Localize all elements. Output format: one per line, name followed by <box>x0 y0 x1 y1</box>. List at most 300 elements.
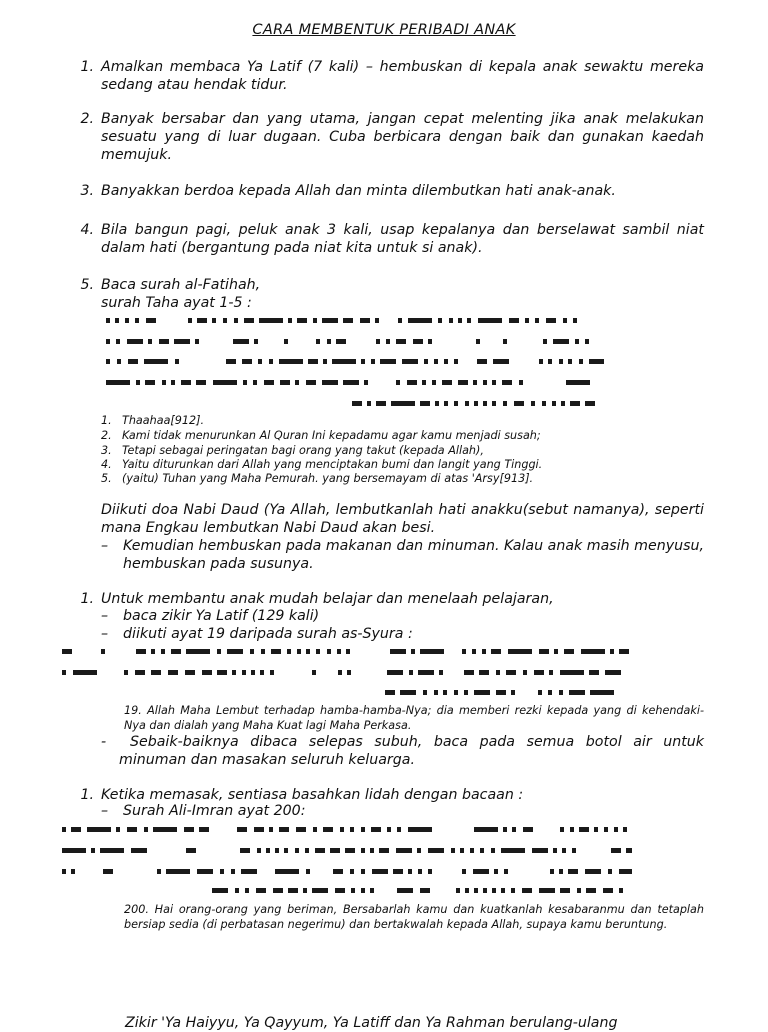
arabic-glyph-mark <box>315 848 325 853</box>
arabic-glyph-mark <box>570 401 580 406</box>
arabic-glyph-row <box>62 848 632 854</box>
arabic-glyph-mark <box>585 401 595 406</box>
arabic-glyph-mark <box>350 827 354 832</box>
arabic-glyph-mark <box>610 649 614 654</box>
arabic-glyph-mark <box>197 869 213 874</box>
arabic-glyph-mark <box>464 690 468 695</box>
list-item-text: Ketika memasak, sentiasa basahkan lidah dengan bacaan : <box>101 787 524 803</box>
arabic-glyph-mark <box>559 690 563 695</box>
arabic-glyph-mark <box>614 827 618 832</box>
list-number: 5. <box>80 277 94 293</box>
arabic-glyph-mark <box>257 848 261 853</box>
arabic-glyph-mark <box>454 690 458 695</box>
arabic-glyph-mark <box>144 359 168 364</box>
footnote-text: Yaitu diturunkan dari Allah yang menciptakan bumi dan langit yang Tinggi. <box>122 458 543 471</box>
arabic-glyph-mark <box>371 359 375 364</box>
arabic-glyph-mark <box>503 827 507 832</box>
footnote-text: 19. Allah Maha Lembut terhadap hamba-hamba-Nya; dia memberi rezki kepada yang di kehendaki-Nya dan dialah yang Maha Kuat lagi Maha Perkasa. <box>124 704 704 732</box>
arabic-glyph-mark <box>428 339 432 344</box>
arabic-glyph-mark <box>184 827 194 832</box>
arabic-glyph-mark <box>106 380 130 385</box>
arabic-glyph-mark <box>492 380 496 385</box>
arabic-glyph-mark <box>62 649 72 654</box>
arabic-glyph-mark <box>380 359 396 364</box>
arabic-glyph-mark <box>577 888 581 893</box>
arabic-glyph-mark <box>256 888 266 893</box>
arabic-glyph-mark <box>250 649 254 654</box>
arabic-glyph-mark <box>492 888 496 893</box>
arabic-glyph-mark <box>519 380 523 385</box>
arabic-glyph-row <box>352 401 598 407</box>
arabic-glyph-mark <box>128 359 138 364</box>
arabic-glyph-mark <box>242 670 246 675</box>
arabic-glyph-mark <box>361 869 365 874</box>
arabic-glyph-mark <box>375 318 379 323</box>
arabic-glyph-mark <box>422 380 426 385</box>
arabic-glyph-mark <box>418 670 434 675</box>
arabic-glyph-mark <box>115 318 119 323</box>
arabic-glyph-mark <box>251 670 255 675</box>
arabic-glyph-mark <box>434 359 438 364</box>
arabic-glyph-mark <box>288 318 292 323</box>
list-item-text: Bila bangun pagi, peluk anak 3 kali, usap kepalanya dan berselawat sambil niat dalam hati (bergantung pada niat kita untuk si anak). <box>101 222 704 256</box>
arabic-glyph-mark <box>390 649 406 654</box>
arabic-glyph-mark <box>372 869 388 874</box>
list-number: 4. <box>80 222 94 238</box>
arabic-glyph-mark <box>502 380 512 385</box>
arabic-glyph-mark <box>479 670 489 675</box>
arabic-glyph-mark <box>376 339 380 344</box>
arabic-glyph-mark <box>275 848 279 853</box>
arabic-glyph-mark <box>492 401 496 406</box>
arabic-glyph-mark <box>400 690 416 695</box>
arabic-glyph-mark <box>166 869 190 874</box>
arabic-glyph-mark <box>523 827 533 832</box>
arabic-glyph-mark <box>258 359 262 364</box>
arabic-glyph-mark <box>604 827 608 832</box>
footnote-text: Thaahaa[912]. <box>122 414 205 427</box>
arabic-glyph-mark <box>473 380 477 385</box>
arabic-glyph-mark <box>296 827 306 832</box>
arabic-glyph-mark <box>226 359 236 364</box>
arabic-glyph-mark <box>235 888 239 893</box>
list-item-text: Baca surah al-Fatihah, <box>101 277 261 293</box>
arabic-glyph-mark <box>136 380 140 385</box>
cut-off-line: Zikir 'Ya Haiyyu, Ya Qayyum, Ya Latiff dan Ya Rahman berulang-ulang <box>125 1015 618 1031</box>
footnote-number: 3. <box>101 444 112 457</box>
arabic-glyph-mark <box>385 690 395 695</box>
arabic-glyph-mark <box>420 649 444 654</box>
arabic-glyph-mark <box>548 359 552 364</box>
arabic-glyph-mark <box>253 380 257 385</box>
arabic-glyph-mark <box>444 401 448 406</box>
arabic-glyph-mark <box>509 318 519 323</box>
arabic-glyph-mark <box>407 380 417 385</box>
arabic-glyph-mark <box>327 339 331 344</box>
arabic-glyph-mark <box>352 401 362 406</box>
arabic-glyph-mark <box>474 827 498 832</box>
arabic-glyph-mark <box>103 869 113 874</box>
arabic-glyph-mark <box>284 848 288 853</box>
arabic-glyph-mark <box>305 848 309 853</box>
arabic-glyph-mark <box>460 848 464 853</box>
arabic-glyph-mark <box>474 690 490 695</box>
arabic-glyph-mark <box>151 670 161 675</box>
arabic-glyph-mark <box>346 649 350 654</box>
arabic-glyph-mark <box>254 339 258 344</box>
arabic-glyph-mark <box>585 339 589 344</box>
arabic-glyph-mark <box>572 848 576 853</box>
arabic-glyph-mark <box>462 869 466 874</box>
list-number: 1. <box>80 787 94 803</box>
arabic-glyph-mark <box>391 401 415 406</box>
arabic-glyph-mark <box>473 869 489 874</box>
arabic-glyph-mark <box>106 318 110 323</box>
arabic-glyph-mark <box>145 380 155 385</box>
arabic-glyph-mark <box>279 827 289 832</box>
arabic-glyph-mark <box>340 827 344 832</box>
arabic-glyph-mark <box>144 827 148 832</box>
arabic-glyph-mark <box>288 888 298 893</box>
arabic-glyph-mark <box>548 690 552 695</box>
arabic-glyph-mark <box>212 888 228 893</box>
arabic-glyph-mark <box>185 670 195 675</box>
arabic-glyph-mark <box>511 888 515 893</box>
arabic-glyph-mark <box>568 359 572 364</box>
arabic-glyph-mark <box>287 649 291 654</box>
arabic-glyph-mark <box>254 827 264 832</box>
arabic-glyph-mark <box>135 318 139 323</box>
arabic-glyph-mark <box>522 888 532 893</box>
arabic-glyph-mark <box>408 318 432 323</box>
arabic-glyph-mark <box>73 670 97 675</box>
arabic-glyph-mark <box>223 318 227 323</box>
arabic-glyph-mark <box>62 827 66 832</box>
arabic-glyph-mark <box>322 380 338 385</box>
list-item-text: Banyak bersabar dan yang utama, jangan cepat melenting jika anak melakukan sesuatu yang di luar dugaan. Cuba berbicara dengan baik dan gunakan kaedah memujuk. <box>101 111 704 163</box>
arabic-glyph-mark <box>312 670 316 675</box>
arabic-glyph-mark <box>284 339 288 344</box>
arabic-glyph-mark <box>560 827 564 832</box>
arabic-glyph-mark <box>336 339 346 344</box>
arabic-glyph-mark <box>243 380 247 385</box>
arabic-glyph-mark <box>417 848 421 853</box>
arabic-glyph-mark <box>465 401 469 406</box>
arabic-glyph-mark <box>494 869 498 874</box>
arabic-glyph-mark <box>303 888 307 893</box>
arabic-glyph-mark <box>564 649 574 654</box>
arabic-glyph-mark <box>333 869 343 874</box>
arabic-glyph-mark <box>569 690 585 695</box>
arabic-glyph-mark <box>101 649 105 654</box>
arabic-glyph-mark <box>432 380 436 385</box>
arabic-glyph-mark <box>444 359 448 364</box>
arabic-glyph-mark <box>330 848 340 853</box>
arabic-glyph-mark <box>242 359 252 364</box>
arabic-glyph-mark <box>568 869 578 874</box>
arabic-glyph-mark <box>345 848 355 853</box>
arabic-glyph-mark <box>316 339 320 344</box>
arabic-glyph-mark <box>428 869 432 874</box>
arabic-glyph-mark <box>188 318 192 323</box>
bullet-dash: – <box>101 538 109 554</box>
arabic-glyph-mark <box>279 359 303 364</box>
arabic-glyph-mark <box>439 670 443 675</box>
arabic-glyph-mark <box>491 848 495 853</box>
arabic-glyph-mark <box>186 649 210 654</box>
arabic-glyph-mark <box>270 670 274 675</box>
arabic-glyph-mark <box>327 649 331 654</box>
arabic-glyph-mark <box>266 848 270 853</box>
arabic-glyph-mark <box>619 649 629 654</box>
arabic-glyph-mark <box>106 359 110 364</box>
arabic-glyph-mark <box>464 670 474 675</box>
arabic-glyph-mark <box>337 649 341 654</box>
arabic-glyph-mark <box>91 848 95 853</box>
footnote-number: 1. <box>101 414 112 427</box>
arabic-glyph-mark <box>506 670 516 675</box>
list-item-text: Amalkan membaca Ya Latif (7 kali) – hembuskan di kepala anak sewaktu mereka sedang atau hendak tidur. <box>101 59 704 93</box>
arabic-glyph-mark <box>393 869 403 874</box>
arabic-glyph-mark <box>199 827 209 832</box>
list-number: 1. <box>80 59 94 75</box>
arabic-glyph-mark <box>116 827 120 832</box>
arabic-glyph-row <box>106 318 598 324</box>
arabic-glyph-mark <box>361 888 365 893</box>
arabic-glyph-mark <box>396 380 400 385</box>
bullet-text: diikuti ayat 19 daripada surah as-Syura : <box>123 626 413 642</box>
arabic-glyph-mark <box>237 827 247 832</box>
arabic-glyph-mark <box>62 869 66 874</box>
arabic-glyph-mark <box>100 848 124 853</box>
arabic-glyph-mark <box>297 318 307 323</box>
arabic-glyph-mark <box>438 318 442 323</box>
arabic-glyph-mark <box>351 888 355 893</box>
arabic-glyph-mark <box>449 318 453 323</box>
arabic-glyph-mark <box>174 339 190 344</box>
list-item-text: Banyakkan berdoa kepada Allah dan minta dilembutkan hati anak-anak. <box>101 183 616 199</box>
arabic-glyph-row <box>62 827 632 833</box>
arabic-glyph-mark <box>175 359 179 364</box>
arabic-glyph-mark <box>420 888 430 893</box>
arabic-glyph-mark <box>573 318 577 323</box>
arabic-glyph-mark <box>323 827 333 832</box>
arabic-glyph-mark <box>496 670 500 675</box>
arabic-glyph-mark <box>322 318 338 323</box>
arabic-glyph-mark <box>261 649 265 654</box>
arabic-glyph-mark <box>428 848 444 853</box>
arabic-glyph-mark <box>135 670 145 675</box>
arabic-glyph-mark <box>306 869 310 874</box>
arabic-glyph-mark <box>297 649 301 654</box>
arabic-glyph-mark <box>371 827 381 832</box>
arabic-glyph-mark <box>396 339 406 344</box>
arabic-glyph-mark <box>71 827 81 832</box>
arabic-glyph-mark <box>271 649 281 654</box>
arabic-glyph-mark <box>586 888 596 893</box>
arabic-glyph-mark <box>534 670 544 675</box>
arabic-glyph-mark <box>458 380 468 385</box>
arabic-glyph-mark <box>159 339 169 344</box>
arabic-glyph-mark <box>590 690 614 695</box>
arabic-glyph-mark <box>157 869 161 874</box>
arabic-glyph-mark <box>563 318 567 323</box>
arabic-glyph-mark <box>411 649 415 654</box>
arabic-glyph-mark <box>151 649 155 654</box>
arabic-glyph-row <box>212 888 632 894</box>
arabic-glyph-mark <box>275 869 299 874</box>
arabic-glyph-mark <box>376 401 386 406</box>
arabic-glyph-mark <box>424 359 428 364</box>
arabic-glyph-mark <box>241 869 257 874</box>
list-number: 3. <box>80 183 94 199</box>
list-item-text: Untuk membantu anak mudah belajar dan menelaah pelajaran, <box>101 591 554 607</box>
arabic-glyph-mark <box>560 888 570 893</box>
arabic-glyph-mark <box>387 827 391 832</box>
arabic-glyph-mark <box>451 848 455 853</box>
arabic-glyph-mark <box>420 401 430 406</box>
arabic-glyph-mark <box>398 318 402 323</box>
arabic-glyph-mark <box>549 670 553 675</box>
list-item-text: surah Taha ayat 1-5 : <box>101 295 252 311</box>
arabic-glyph-mark <box>474 888 478 893</box>
arabic-glyph-mark <box>379 848 389 853</box>
arabic-glyph-mark <box>539 359 543 364</box>
arabic-glyph-mark <box>186 848 196 853</box>
arabic-glyph-mark <box>244 318 254 323</box>
arabic-glyph-mark <box>338 670 342 675</box>
arabic-glyph-mark <box>608 869 612 874</box>
arabic-glyph-mark <box>168 670 178 675</box>
arabic-glyph-mark <box>127 339 143 344</box>
arabic-glyph-mark <box>512 827 516 832</box>
bullet-dash: – <box>101 608 109 624</box>
arabic-glyph-mark <box>233 339 249 344</box>
arabic-glyph-mark <box>306 380 316 385</box>
arabic-glyph-mark <box>579 359 583 364</box>
arabic-glyph-mark <box>501 888 505 893</box>
arabic-glyph-mark <box>197 318 207 323</box>
arabic-glyph-mark <box>570 827 574 832</box>
arabic-glyph-mark <box>483 888 487 893</box>
footnote-number: 4. <box>101 458 112 471</box>
arabic-glyph-mark <box>552 401 556 406</box>
arabic-glyph-mark <box>566 380 590 385</box>
arabic-glyph-mark <box>264 380 274 385</box>
arabic-glyph-mark <box>196 380 206 385</box>
arabic-glyph-mark <box>227 649 243 654</box>
arabic-glyph-mark <box>343 318 353 323</box>
arabic-glyph-mark <box>523 670 527 675</box>
arabic-glyph-mark <box>454 401 458 406</box>
arabic-glyph-mark <box>312 888 328 893</box>
arabic-glyph-mark <box>397 888 413 893</box>
arabic-glyph-mark <box>360 318 370 323</box>
arabic-glyph-mark <box>127 827 137 832</box>
arabic-glyph-mark <box>413 339 423 344</box>
arabic-glyph-mark <box>106 339 110 344</box>
footnote-number: 2. <box>101 429 112 442</box>
arabic-glyph-mark <box>162 380 166 385</box>
arabic-glyph-mark <box>71 869 75 874</box>
list-number: 1. <box>80 591 94 607</box>
arabic-glyph-mark <box>62 848 86 853</box>
arabic-glyph-mark <box>483 380 487 385</box>
arabic-glyph-mark <box>482 649 486 654</box>
arabic-glyph-mark <box>125 318 129 323</box>
arabic-glyph-mark <box>280 380 290 385</box>
arabic-glyph-mark <box>269 359 273 364</box>
arabic-glyph-mark <box>202 670 212 675</box>
arabic-glyph-mark <box>603 888 613 893</box>
arabic-glyph-mark <box>62 670 66 675</box>
bullet-text: baca zikir Ya Latif (129 kali) <box>123 608 320 624</box>
arabic-glyph-mark <box>575 339 579 344</box>
arabic-glyph-mark <box>323 359 327 364</box>
arabic-glyph-mark <box>542 401 546 406</box>
arabic-glyph-mark <box>361 848 365 853</box>
arabic-glyph-mark <box>491 649 501 654</box>
arabic-glyph-mark <box>539 888 555 893</box>
arabic-glyph-mark <box>538 690 542 695</box>
arabic-glyph-mark <box>295 380 299 385</box>
arabic-glyph-mark <box>161 649 165 654</box>
arabic-glyph-mark <box>435 401 439 406</box>
arabic-glyph-mark <box>559 869 563 874</box>
footnote-text: 200. Hai orang-orang yang beriman, Bersabarlah kamu dan kuatkanlah kesabaranmu dan tetaplah bersiap sedia (di perbatasan negerimu) dan bertakwalah kepada Allah, supaya kamu beruntung. <box>124 903 704 931</box>
arabic-glyph-mark <box>347 670 351 675</box>
arabic-glyph-mark <box>195 339 199 344</box>
arabic-glyph-mark <box>605 670 621 675</box>
arabic-glyph-mark <box>480 848 484 853</box>
arabic-glyph-mark <box>409 670 413 675</box>
arabic-glyph-mark <box>408 869 412 874</box>
page-title: CARA MEMBENTUK PERIBADI ANAK <box>252 22 516 38</box>
arabic-glyph-mark <box>234 318 238 323</box>
arabic-glyph-mark <box>483 401 487 406</box>
arabic-glyph-mark <box>396 848 412 853</box>
arabic-glyph-mark <box>550 869 554 874</box>
arabic-glyph-mark <box>458 318 462 323</box>
footnote-text: (yaitu) Tuhan yang Maha Pemurah. yang bersemayam di atas 'Arsy[913]. <box>122 472 534 485</box>
bullet-text: Surah Ali-Imran ayat 200: <box>123 803 306 819</box>
arabic-glyph-mark <box>477 359 487 364</box>
arabic-glyph-mark <box>408 827 432 832</box>
arabic-glyph-mark <box>623 827 627 832</box>
arabic-glyph-mark <box>514 401 524 406</box>
arabic-glyph-mark <box>171 649 181 654</box>
arabic-glyph-mark <box>213 380 237 385</box>
arabic-glyph-mark <box>269 827 273 832</box>
arabic-glyph-mark <box>343 380 359 385</box>
arabic-glyph-mark <box>546 318 556 323</box>
bullet-dash: – <box>101 626 109 642</box>
arabic-glyph-mark <box>171 380 175 385</box>
footnote-text: Tetapi sebagai peringatan bagi orang yang takut (kepada Allah), <box>122 444 484 457</box>
arabic-glyph-mark <box>361 359 365 364</box>
arabic-glyph-mark <box>367 401 371 406</box>
arabic-glyph-mark <box>611 848 621 853</box>
arabic-glyph-mark <box>364 380 368 385</box>
arabic-glyph-mark <box>511 690 515 695</box>
note-text: Sebaik-baiknya dibaca selepas subuh, baca pada semua botol air untuk minuman dan masakan seluruh keluarga. <box>119 734 704 768</box>
doa-text: Diikuti doa Nabi Daud (Ya Allah, lembutkanlah hati anakku(sebut namanya), seperti mana Engkau lembutkan Nabi Daud akan besi. <box>101 502 704 536</box>
arabic-glyph-mark <box>87 827 111 832</box>
arabic-glyph-mark <box>316 649 320 654</box>
arabic-glyph-mark <box>231 869 235 874</box>
arabic-glyph-mark <box>539 649 549 654</box>
arabic-glyph-mark <box>559 359 563 364</box>
